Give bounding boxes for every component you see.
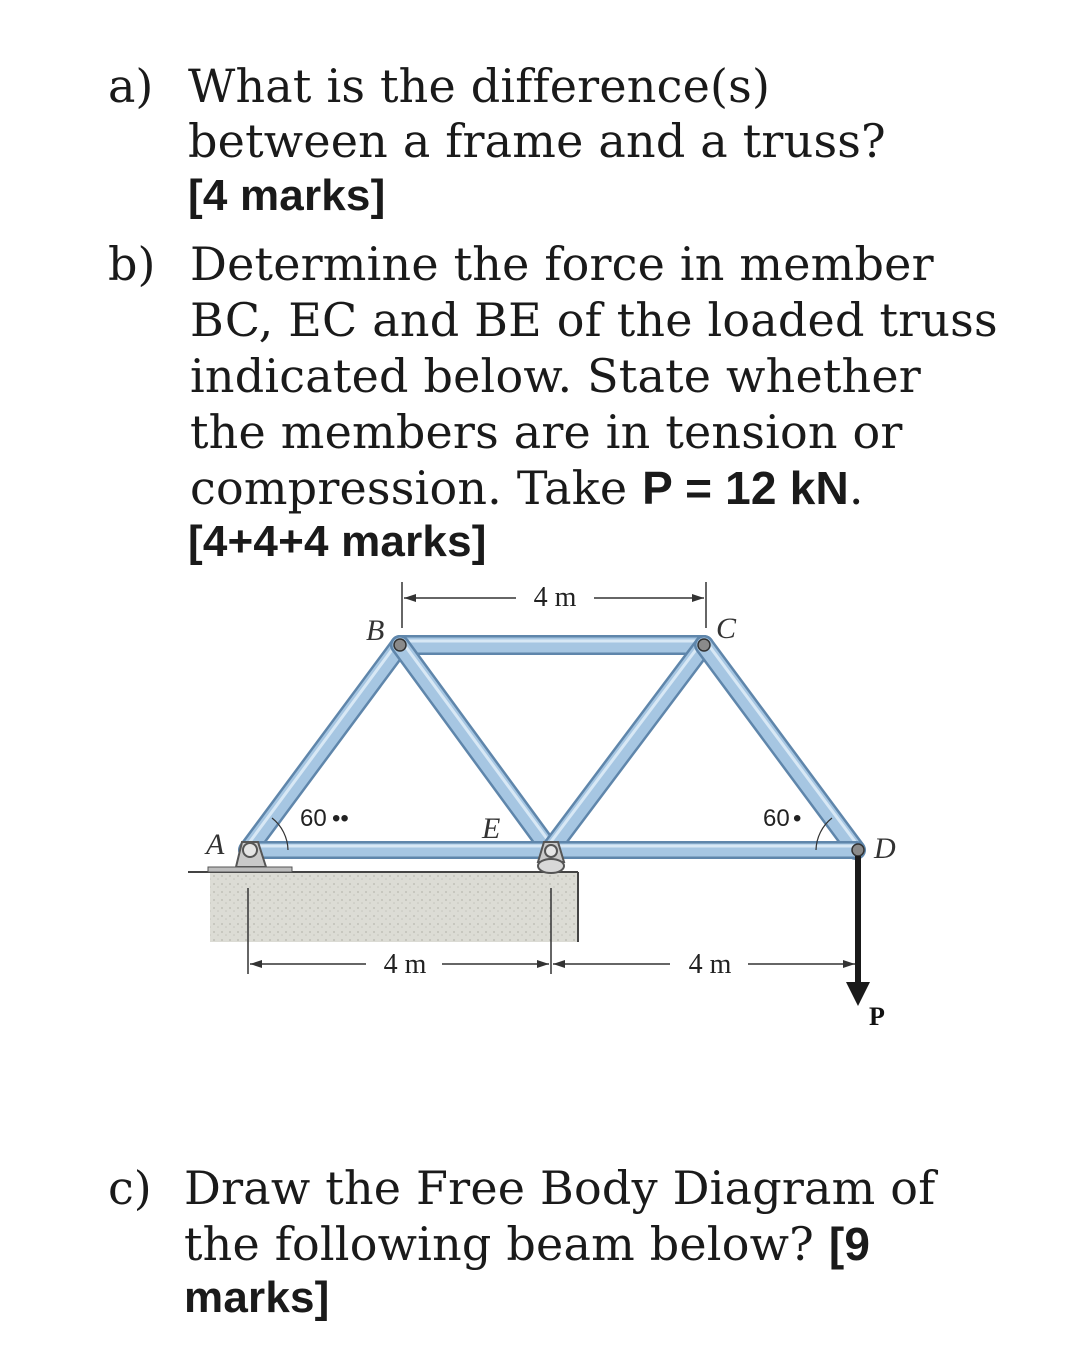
member-BE	[400, 643, 553, 850]
joint-B-pin	[394, 639, 406, 651]
question-c-line-1: Draw the Free Body Diagram of	[184, 1161, 936, 1215]
angle-left-label: 60	[300, 805, 327, 832]
angle-left-dots: ••	[332, 805, 349, 832]
top-dimension-label: 4 m	[533, 582, 577, 613]
question-b-line-1: Determine the force in member	[190, 237, 934, 291]
truss-figure	[180, 570, 940, 1040]
member-BC	[400, 641, 704, 645]
angle-right-dots: •	[793, 805, 802, 832]
question-b-line-5-text: compression. Take	[190, 461, 643, 515]
question-c-line-2-text: the following beam below?	[184, 1217, 829, 1271]
roller-support-E	[538, 842, 564, 873]
load-arrow	[846, 856, 870, 1006]
bottom-dimension-left-label: 4 m	[383, 949, 427, 980]
node-label-B: B	[366, 614, 385, 647]
question-c-label: c)	[108, 1161, 152, 1215]
load-label: P	[869, 1002, 885, 1031]
bottom-dimension-right-label: 4 m	[688, 949, 732, 980]
node-label-D: D	[874, 832, 896, 865]
node-label-A: A	[206, 828, 225, 861]
question-c-marks-part-1: [9	[828, 1218, 871, 1270]
question-b-marks: [4+4+4 marks]	[188, 517, 487, 566]
node-label-C: C	[716, 612, 737, 645]
member-ED	[550, 846, 856, 850]
node-label-E: E	[482, 812, 501, 845]
question-b-line-5-end: .	[848, 461, 864, 515]
load-expression: P = 12 kN	[642, 462, 849, 514]
question-a-line-2: between a frame and a truss?	[188, 114, 886, 168]
question-a-label: a)	[108, 59, 154, 113]
question-b-line-3: indicated below. State whether	[190, 349, 921, 403]
question-b-label: b)	[108, 237, 156, 291]
question-a-marks: [4 marks]	[188, 171, 386, 220]
question-c-marks-part-2: marks]	[184, 1273, 330, 1322]
question-b-line-4: the members are in tension or	[190, 405, 903, 459]
angle-right-label: 60	[763, 805, 790, 832]
question-b-line-5	[190, 460, 864, 516]
question-b-line-2: BC, EC and BE of the loaded truss	[190, 293, 998, 347]
question-a-line-1: What is the difference(s)	[188, 59, 771, 113]
member-EC	[547, 643, 704, 850]
member-AE	[248, 846, 550, 850]
question-c-line-2	[184, 1216, 870, 1272]
joint-C-pin	[698, 639, 710, 651]
joint-D-pin	[852, 844, 864, 856]
ground-hatch	[210, 872, 578, 942]
